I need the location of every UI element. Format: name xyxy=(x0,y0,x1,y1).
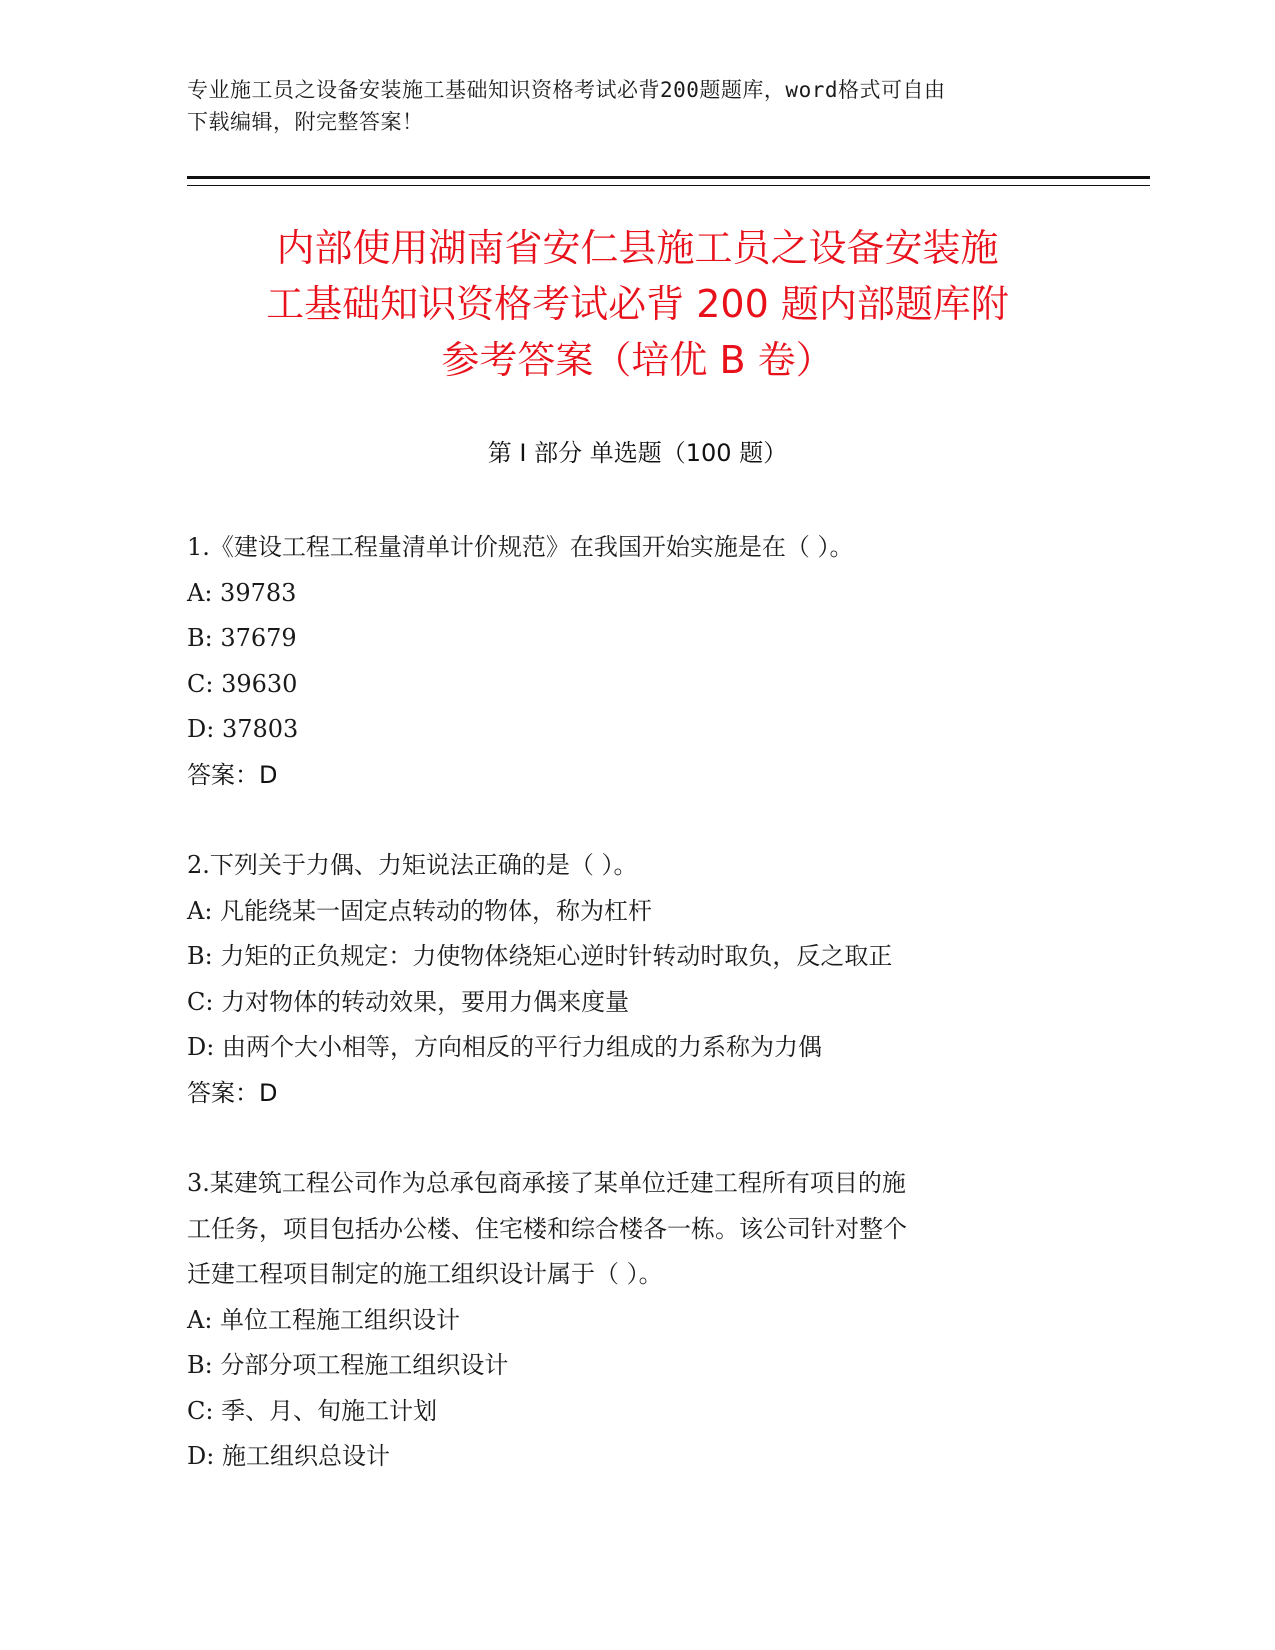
question-2 xyxy=(187,843,1087,1116)
document-title-line-1: 内部使用湖南省安仁县施工员之设备安装施 xyxy=(276,226,999,270)
question-stem: 2.下列关于力偶、力矩说法正确的是（ ）。 xyxy=(187,851,638,879)
question-spacer xyxy=(187,1116,1087,1161)
document-title-line-3: 参考答案（培优 B 卷） xyxy=(441,338,834,382)
header-note xyxy=(187,74,1077,138)
question-list xyxy=(187,525,1087,1480)
header-rule-thick xyxy=(187,176,1150,179)
option-d: D: 由两个大小相等，方向相反的平行力组成的力系称为力偶 xyxy=(187,1033,822,1061)
question-stem-line-2: 工任务，项目包括办公楼、住宅楼和综合楼各一栋。该公司针对整个 xyxy=(187,1214,907,1243)
header-note-line-2: 下载编辑，附完整答案！ xyxy=(187,110,424,134)
question-spacer xyxy=(187,798,1087,843)
option-b: B: 力矩的正负规定：力使物体绕矩心逆时针转动时取负，反之取正 xyxy=(187,942,893,970)
option-a: A: 单位工程施工组织设计 xyxy=(187,1305,461,1334)
section-heading: 第 I 部分 单选题（100 题） xyxy=(487,439,788,467)
option-d: D: 37803 xyxy=(187,715,299,743)
document-title xyxy=(140,220,1135,388)
option-b: B: 分部分项工程施工组织设计 xyxy=(187,1351,509,1379)
question-stem-line-3: 迁建工程项目制定的施工组织设计属于（ ）。 xyxy=(187,1260,663,1288)
document-title-line-2: 工基础知识资格考试必背 200 题内部题库附 xyxy=(266,282,1009,326)
question-stem: 1.《建设工程工程量清单计价规范》在我国开始实施是在（ ）。 xyxy=(187,533,854,561)
question-stem-line-1: 3.某建筑工程公司作为总承包商承接了某单位迁建工程所有项目的施 xyxy=(187,1169,906,1197)
answer: 答案：D xyxy=(187,760,278,789)
question-3 xyxy=(187,1161,1087,1480)
option-c: C: 季、月、旬施工计划 xyxy=(187,1396,438,1425)
question-1 xyxy=(187,525,1087,798)
answer: 答案：D xyxy=(187,1078,278,1107)
option-d: D: 施工组织总设计 xyxy=(187,1442,390,1470)
option-a: A: 凡能绕某一固定点转动的物体，称为杠杆 xyxy=(187,896,653,925)
option-b: B: 37679 xyxy=(187,624,297,652)
option-a: A: 39783 xyxy=(187,578,297,607)
option-c: C: 39630 xyxy=(187,669,298,698)
header-rule-thin xyxy=(187,185,1150,186)
header-note-line-1: 专业施工员之设备安装施工基础知识资格考试必背200题题库，word格式可自由 xyxy=(187,78,946,102)
option-c: C: 力对物体的转动效果，要用力偶来度量 xyxy=(187,987,630,1016)
